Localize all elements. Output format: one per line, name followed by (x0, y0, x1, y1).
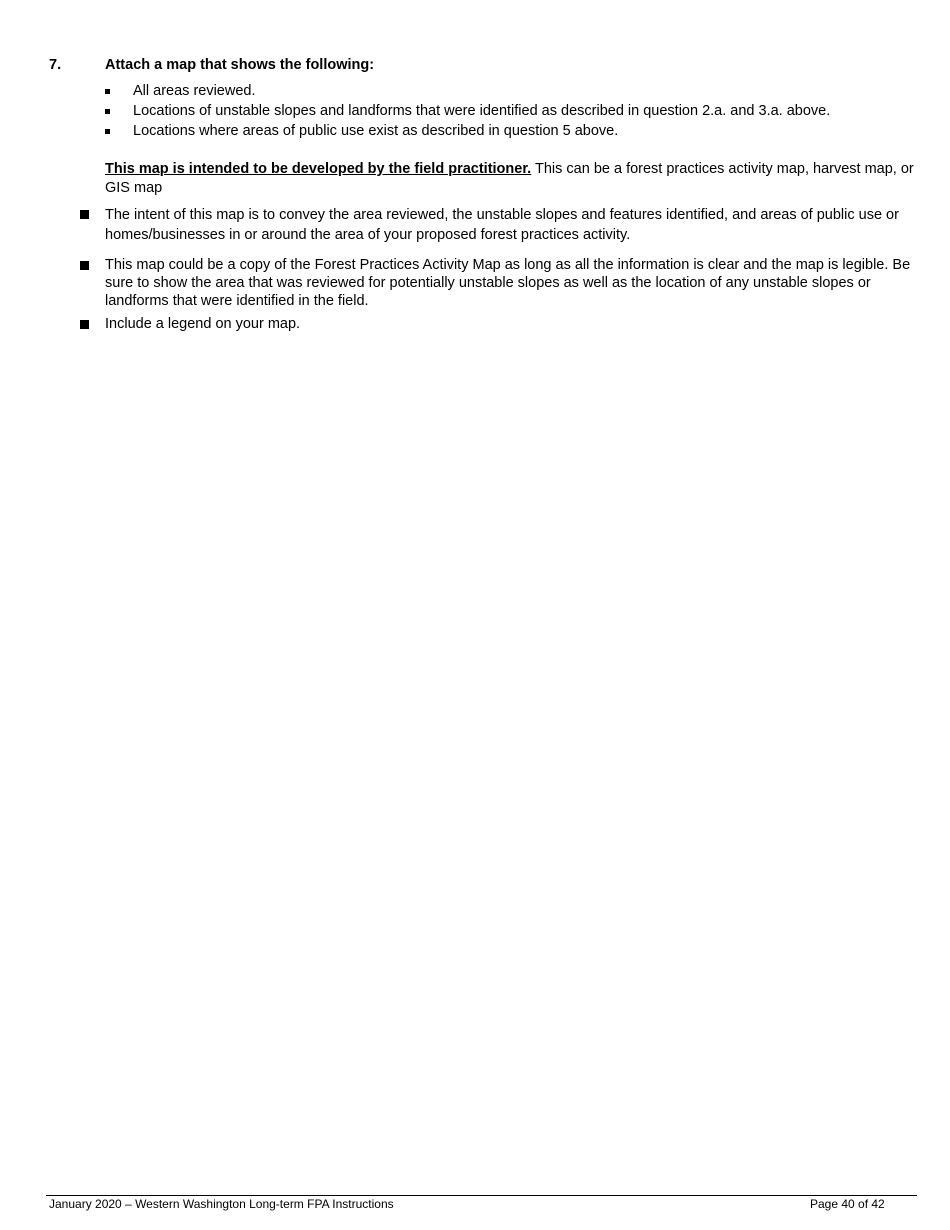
guidance-text: The intent of this map is to convey the area reviewed, the unstable slopes and features identified, and areas of public use or homes/businesses in or around the area of your proposed forest practices activity. (105, 207, 899, 243)
note-emphasis: This map is intended to be developed by the field practitioner. (105, 161, 532, 177)
list-item (80, 315, 920, 334)
guidance-list (80, 205, 920, 334)
square-bullet-icon (80, 320, 89, 329)
note-text: This can be a forest practices activity map, harvest map, or GIS map (105, 161, 914, 196)
square-bullet-icon (105, 89, 110, 94)
list-item (80, 256, 920, 310)
guidance-text: This map could be a copy of the Forest Practices Activity Map as long as all the information is clear and the map is legible. Be sure to show the area that was reviewed for potentially unstable slopes as well as the location of any unstable slopes or landforms that were identified in the field. (105, 257, 911, 309)
question-number: 7. (49, 57, 62, 73)
list-item-text: All areas reviewed. (133, 83, 256, 99)
footer-page-number: Page 40 of 42 (810, 1197, 885, 1211)
list-item-text: Locations of unstable slopes and landforms that were identified as described in question 2.a. and 3.a. above. (133, 103, 831, 119)
list-item (105, 102, 830, 122)
question-title: Attach a map that shows the following: (105, 57, 375, 73)
square-bullet-icon (105, 109, 110, 114)
practitioner-note (105, 160, 920, 198)
list-item (105, 122, 830, 142)
list-item-text: Locations where areas of public use exist as described in question 5 above. (133, 123, 619, 139)
list-item (105, 82, 830, 102)
guidance-text: Include a legend on your map. (105, 316, 301, 332)
square-bullet-icon (80, 210, 89, 219)
map-requirements-list (105, 82, 830, 142)
square-bullet-icon (80, 261, 89, 270)
footer-document-title: January 2020 – Western Washington Long-term FPA Instructions (49, 1197, 394, 1211)
square-bullet-icon (105, 129, 110, 134)
list-item (80, 205, 920, 245)
